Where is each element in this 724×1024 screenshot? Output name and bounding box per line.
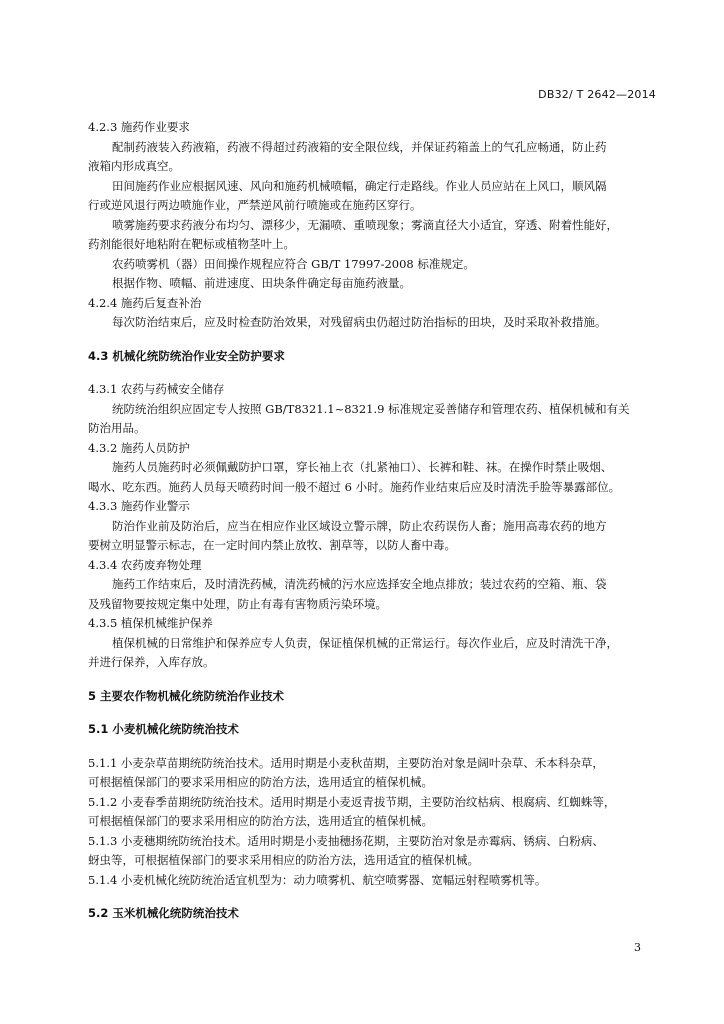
paragraph-line: 可根据植保部门的要求采用相应的防治方法，选用适宜的植保机械。 [88, 814, 433, 828]
paragraph-line: 根据作物、喷幅、前进速度、田块条件确定每亩施药液量。 [112, 276, 411, 290]
paragraph-line: 及残留物要按规定集中处理，防止有毒有害物质污染环境。 [88, 596, 387, 611]
paragraph-line: 农药喷雾机（器）田间操作规程应符合 GB/T 17997-2008 标准规定。 [112, 256, 475, 271]
paragraph-line: 施药人员施药时必须佩戴防护口罩，穿长袖上衣（扎紧袖口）、长裤和鞋、袜。在操作时禁止吸烟、 [112, 460, 613, 474]
paragraph-line: 液箱内形成真空。 [88, 159, 180, 173]
paragraph-line: 喷雾施药要求药液分布均匀、漂移少，无漏喷、重喷现象；雾滴直径大小适宜，穿透、附着性能好， [112, 217, 618, 232]
paragraph-line: 5.1.1 小麦杂草苗期统防统治技术。适用时期是小麦秋苗期，主要防治对象是阔叶杂草、禾本科杂草， [88, 755, 604, 770]
page-number: 3 [634, 941, 641, 954]
section-4-3-4-heading: 4.3.4 农药废弃物处理 [88, 557, 202, 572]
paragraph-line: 并进行保养，入库存放。 [88, 655, 215, 669]
paragraph-line: 植保机械的日常维护和保养应专人负责，保证植保机械的正常运行。每次作业后，应及时清洗干净， [112, 635, 618, 650]
section-4-3-5-heading: 4.3.5 植保机械维护保养 [88, 616, 213, 630]
paragraph-line: 蚜虫等，可根据植保部门的要求采用相应的防治方法，选用适宜的植保机械。 [88, 853, 479, 867]
standard-code-header: DB32/ T 2642—2014 [538, 88, 656, 101]
paragraph-line: 行或逆风退行两边喷施作业，严禁逆风前行喷施或在施药区穿行。 [88, 198, 422, 212]
paragraph-line: 5.1.4 小麦机械化统防统治适宜机型为：动力喷雾机、航空喷雾器、宽幅远射程喷雾机等。 [88, 872, 547, 887]
paragraph-line: 田间施药作业应根据风速、风向和施药机械喷幅，确定行走路线。作业人员应站在上风口，顺风隔 [112, 178, 607, 193]
page-body [88, 118, 660, 924]
paragraph-line: 要树立明显警示标志，在一定时间内禁止放牧、割草等，以防人畜中毒。 [88, 538, 456, 552]
paragraph-line: 配制药液装入药液箱，药液不得超过药液箱的安全限位线，并保证药箱盖上的气孔应畅通，防止药 [112, 139, 607, 154]
paragraph-line: 药剂能很好地粘附在靶标或植物茎叶上。 [88, 237, 295, 251]
section-4-3-3-heading: 4.3.3 施药作业警示 [88, 499, 190, 513]
paragraph-line: 每次防治结束后，应及时检查防治效果，对残留病虫仍超过防治指标的田块，及时采取补救措施。 [112, 315, 607, 329]
paragraph-line: 喝水、吃东西。施药人员每天喷药时间一般不超过 6 小时。施药作业结束后应及时清洗手脸等暴露部位。 [88, 479, 621, 494]
section-4-3-2-heading: 4.3.2 施药人员防护 [88, 440, 190, 455]
paragraph-line: 施药工作结束后，及时清洗药械，清洗药械的污水应选择安全地点排放；装过农药的空箱、瓶、袋 [112, 577, 607, 591]
paragraph-line: 防治作业前及防治后，应当在相应作业区域设立警示牌，防止农药误伤人畜；施用高毒农药的地方 [112, 518, 607, 533]
section-5-1-heading: 5.1 小麦机械化统防统治技术 [88, 722, 239, 736]
paragraph-line: 统防统治组织应固定专人按照 GB/T8321.1~8321.9 标准规定妥善储存和管理农药、植保机械和有关 [112, 401, 630, 416]
paragraph-line: 可根据植保部门的要求采用相应的防治方法，选用适宜的植保机械。 [88, 775, 433, 789]
section-5-2-heading: 5.2 玉米机械化统防统治技术 [88, 906, 239, 920]
section-4-3-heading: 4.3 机械化统防统治作业安全防护要求 [88, 348, 285, 363]
paragraph-line: 5.1.2 小麦春季苗期统防统治技术。适用时期是小麦返青拔节期，主要防治纹枯病、根腐病、红蜘蛛等， [88, 794, 616, 809]
section-4-2-4-heading: 4.2.4 施药后复查补治 [88, 295, 202, 310]
paragraph-line: 5.1.3 小麦穗期统防统治技术。适用时期是小麦抽穗扬花期，主要防治对象是赤霉病、锈病、白粉病、 [88, 833, 604, 848]
paragraph-line: 防治用品。 [88, 421, 146, 435]
section-4-2-3-heading: 4.2.3 施药作业要求 [88, 120, 190, 134]
section-5-heading: 5 主要农作物机械化统防统治作业技术 [88, 688, 285, 703]
section-4-3-1-heading: 4.3.1 农药与药械安全储存 [88, 382, 225, 396]
